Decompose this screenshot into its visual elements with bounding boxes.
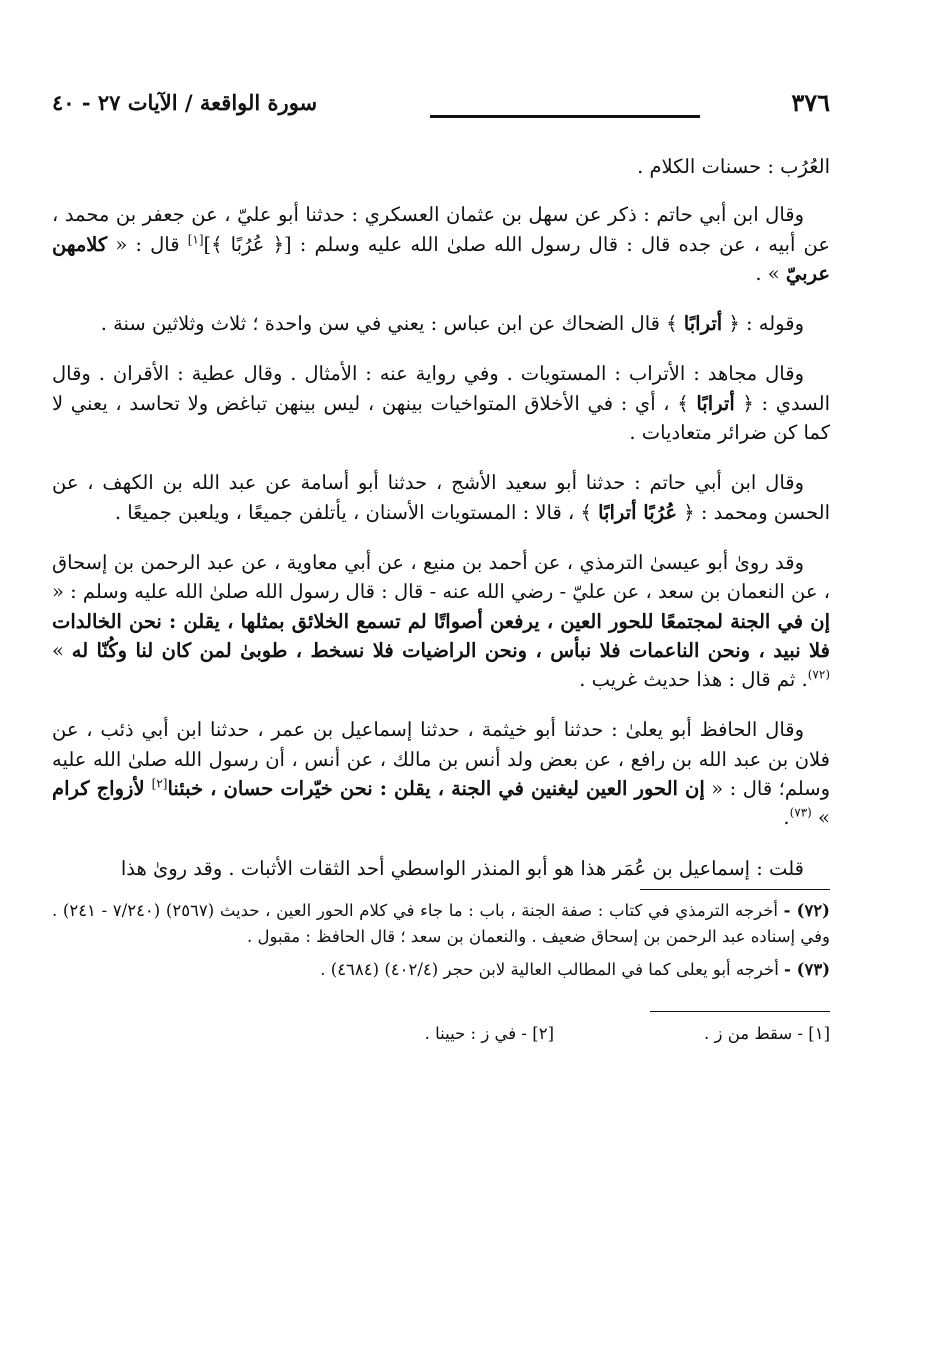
paragraph: وقد روىٰ أبو عيسىٰ الترمذي ، عن أحمد بن منيع ، عن أبي معاوية ، عن عبد الرحمن بن إسحاق ، عن النعمان بن سعد ، عن عليّ - رضي الله عنه - قال : قال رسول الله صلىٰ الله عليه وسلم : « إن في الجنة لمجتمعًا للحور العين ، يرفعن أصواتًا لم تسمع الخلائق بمثلها ، يقلن : نحن الخالدات فلا نبيد ، ونحن الناعمات فلا نبأس ، ونحن الراضيات فلا نسخط ، طوبىٰ لمن كان لنا وكُنّا له » $^{(٧٢)}$. ثم قال : هذا حديث غريب . <box>52 550 830 692</box>
page-number: ٣٧٦ <box>791 88 830 117</box>
paragraph: وقال الحافظ أبو يعلىٰ : حدثنا أبو خيثمة ، حدثنا إسماعيل بن عمر ، حدثنا ابن أبي ذئب ، عن فلان بن عبد الله بن رافع ، عن بعض ولد أنس بن مالك ، عن أنس ، أن رسول الله صلىٰ الله عليه وسلم؛ قال : « إن الحور العين ليغنين في الجنة ، يقلن : نحن خيّرات حسان ، خبئنا[٢] لأزواج كرام » $^{(٧٣)}$. <box>52 718 831 830</box>
paragraph-text: العُرُب : حسنات الكلام . <box>637 155 830 178</box>
editor-note: [١] - سقط من ز . <box>704 1024 830 1044</box>
quran-word: أترابًا <box>696 391 735 415</box>
footnote: (٧٣) - أخرجه أبو يعلى كما في المطالب العالية لابن حجر (٤٠٢/٤) (٤٦٨٤) . <box>320 959 830 979</box>
paragraph: وقال ابن أبي حاتم : حدثنا أبو سعيد الأشج ، حدثنا أبو أسامة عن عبد الله بن الكهف ، عن الحسن ومحمد : ﴿ عُرُبًا أترابًا ﴾ ، قالا : المستويات الأسنان ، يأتلفن جميعًا ، ويلعبن جميعًا . <box>52 471 830 524</box>
footnote: (٧٢) - أخرجه الترمذي في كتاب : صفة الجنة ، باب : ما جاء في كلام الحور العين ، حديث (٢٥٦٧) (٧/٢٤٠ - ٢٤١) . وفي إسناده عبد الرحمن بن إسحاق ضعيف . والنعمان بن سعد ؛ قال الحافظ : مقبول . <box>52 900 830 947</box>
footnote-ref: (٧٢) <box>807 667 830 682</box>
editor-notes <box>52 1024 830 1043</box>
paragraph: وقال مجاهد : الأتراب : المستويات . وفي رواية عنه : الأمثال . وقال عطية : الأقران . وقال السدي : ﴿ أترابًا ﴾ ، أي : في الأخلاق المتواخيات بينهن ، ليس بينهن تباغض ولا تحاسد ، يعني لا كما كن ضرائر متعاديات . <box>52 362 830 445</box>
paragraph: وقوله : ﴿ أترابًا ﴾ قال الضحاك عن ابن عباس : يعني في سن واحدة ؛ ثلاث وثلاثين سنة . <box>100 312 804 336</box>
editor-note: [٢] - في ز : حيينا . <box>424 1024 554 1044</box>
footnote-rule <box>640 889 830 890</box>
header-rule <box>430 115 700 118</box>
quran-word: أترابًا <box>683 312 723 336</box>
quran-words: عُرُبًا أترابًا <box>598 500 678 524</box>
editor-note-marker: [١] <box>187 232 204 247</box>
hadith-quote: إن الحور العين ليغنين في الجنة ، يقلن : نحن خيّرات حسان ، خبئنا <box>167 777 705 801</box>
editor-note-marker: [٢] <box>151 776 168 791</box>
running-title: سورة الواقعة / الآيات ٢٧ - ٤٠ <box>52 90 318 115</box>
paragraph: وقال ابن أبي حاتم : ذكر عن سهل بن عثمان العسكري : حدثنا أبو عليّ ، عن جعفر بن محمد ، عن أبيه ، عن جده قال : قال رسول الله صلىٰ الله عليه وسلم : [﴿ عُرُبًا ﴾][١] قال : « كلامهن عربيّ » . <box>52 203 830 285</box>
footnotes <box>52 898 830 984</box>
footnote-ref: (٧٣) <box>789 805 812 820</box>
paragraph: قلت : إسماعيل بن عُمَر هذا هو أبو المنذر الواسطي أحد الثقات الأثبات . وقد روىٰ هذا <box>120 856 804 880</box>
hadith-quote: كلامهن عربيّ <box>52 232 830 285</box>
body-text <box>52 152 830 883</box>
book-page <box>52 88 830 1043</box>
editor-notes-rule <box>650 1011 830 1012</box>
page-header <box>52 88 830 128</box>
hadith-quote: إن في الجنة لمجتمعًا للحور العين ، يرفعن أصواتًا لم تسمع الخلائق بمثلها ، يقلن : نحن الخالدات فلا نبيد ، ونحن الناعمات فلا نبأس ، ونحن الراضيات فلا نسخط ، طوبىٰ لمن كان لنا وكُنّا له <box>52 609 830 662</box>
paragraph <box>52 152 830 181</box>
hadith-quote-end: لأزواج كرام <box>52 777 152 801</box>
